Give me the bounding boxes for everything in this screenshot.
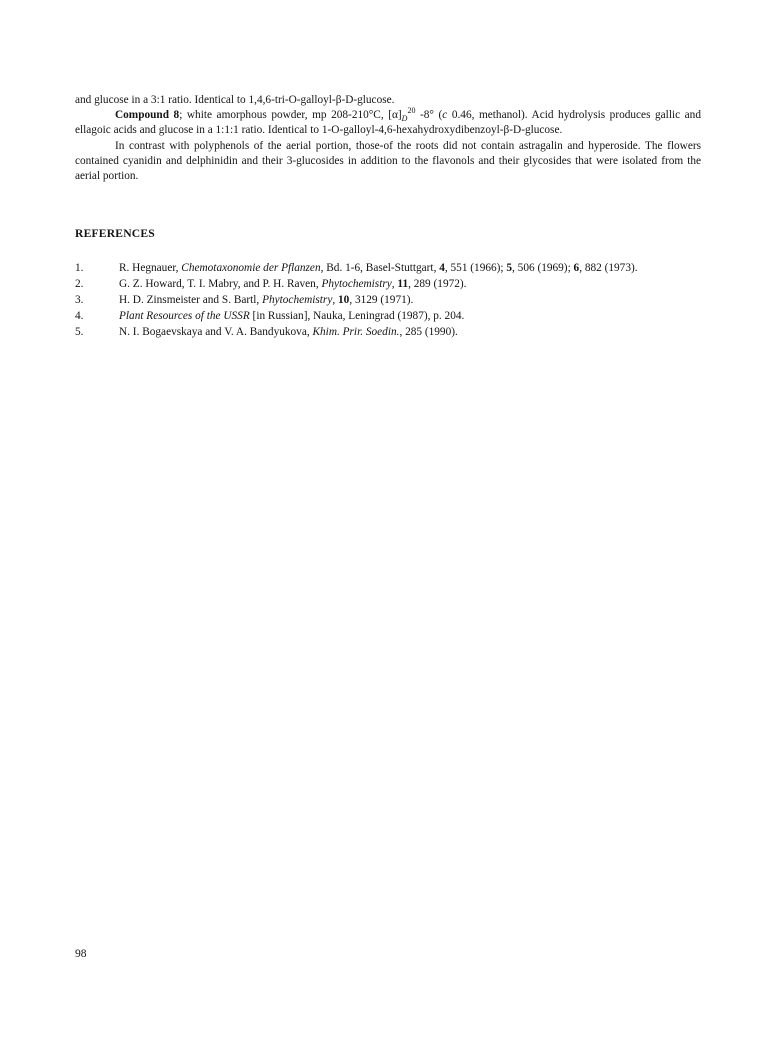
reference-authors: H. D. Zinsmeister and S. Bartl,	[119, 294, 263, 306]
continuation-text: and glucose in a 3:1 ratio. Identical to 1,4,6-tri-O-galloyl-β-D-glucose.	[75, 94, 395, 106]
paragraph-compound-8	[75, 108, 701, 138]
compound-text-c: 0.46, methanol). Acid hydrolysis produces gallic and ellagoic acids and glucose in a 1:1:1 ratio. Identical to 1-O-galloyl-4,6-hexahydroxydibenzoyl-β-D-glucose.	[75, 109, 701, 137]
reference-item-3	[75, 292, 715, 308]
body-text	[75, 93, 701, 184]
reference-authors: R. Hegnauer,	[119, 262, 182, 274]
reference-details: [in Russian], Nauka, Leningrad (1987), p. 204.	[249, 310, 465, 322]
reference-volume: 10	[338, 294, 350, 306]
reference-journal: Khim. Prir. Soedin.	[312, 326, 400, 338]
reference-volume: 5	[506, 262, 513, 274]
concentration-symbol: c	[442, 109, 448, 122]
reference-title: Chemotaxonomie der Pflanzen	[181, 262, 321, 274]
reference-text	[119, 292, 715, 308]
reference-authors: N. I. Bogaevskaya and V. A. Bandyukova,	[119, 326, 313, 338]
reference-separator: ,	[391, 278, 398, 290]
reference-authors: G. Z. Howard, T. I. Mabry, and P. H. Raven,	[119, 278, 322, 290]
references-list	[75, 260, 715, 340]
reference-text	[119, 260, 715, 276]
reference-details: , 551 (1966);	[444, 262, 507, 274]
reference-journal: Phytochemistry	[262, 294, 333, 306]
reference-details: , 506 (1969);	[512, 262, 574, 274]
reference-details: , Bd. 1-6, Basel-Stuttgart,	[320, 262, 440, 274]
reference-details: , 289 (1972).	[408, 278, 467, 290]
reference-number: 1.	[75, 262, 84, 274]
reference-text	[119, 276, 715, 292]
contrast-text: In contrast with polyphenols of the aerial portion, those-of the roots did not contain astragalin and hyperoside. The flowers contained cyanidin and delphinidin and their 3-glucosides in addition to the flavonols and their glycosides that were isolated from the aerial portion.	[75, 139, 701, 183]
reference-number: 5.	[75, 326, 84, 338]
reference-item-5	[75, 324, 715, 340]
reference-text	[119, 324, 715, 340]
reference-title: Plant Resources of the USSR	[119, 310, 250, 322]
compound-text-a: ; white amorphous powder, mp 208-210°C, [α]	[179, 109, 402, 122]
reference-number: 4.	[75, 310, 84, 322]
reference-volume: 11	[397, 278, 409, 290]
page-number: 98	[75, 947, 87, 960]
reference-item-2	[75, 276, 715, 292]
reference-text	[119, 308, 715, 324]
paragraph-contrast	[75, 139, 701, 185]
reference-details: , 882 (1973).	[579, 262, 638, 274]
reference-number: 3.	[75, 294, 84, 306]
compound-label: Compound 8	[115, 109, 180, 122]
rotation-superscript: 20	[407, 106, 416, 116]
reference-number: 2.	[75, 278, 84, 290]
reference-item-1	[75, 260, 715, 276]
compound-text-b: -8° (	[415, 109, 443, 122]
rotation-subscript: D	[401, 114, 408, 124]
reference-volume: 4	[439, 262, 445, 274]
reference-details: , 285 (1990).	[399, 326, 458, 338]
reference-item-4	[75, 308, 715, 324]
reference-separator: ,	[332, 294, 339, 306]
reference-volume: 6	[573, 262, 580, 274]
reference-details: , 3129 (1971).	[349, 294, 414, 306]
reference-journal: Phytochemistry	[321, 278, 392, 290]
references-heading: REFERENCES	[75, 227, 155, 240]
paragraph-continuation	[75, 93, 701, 108]
